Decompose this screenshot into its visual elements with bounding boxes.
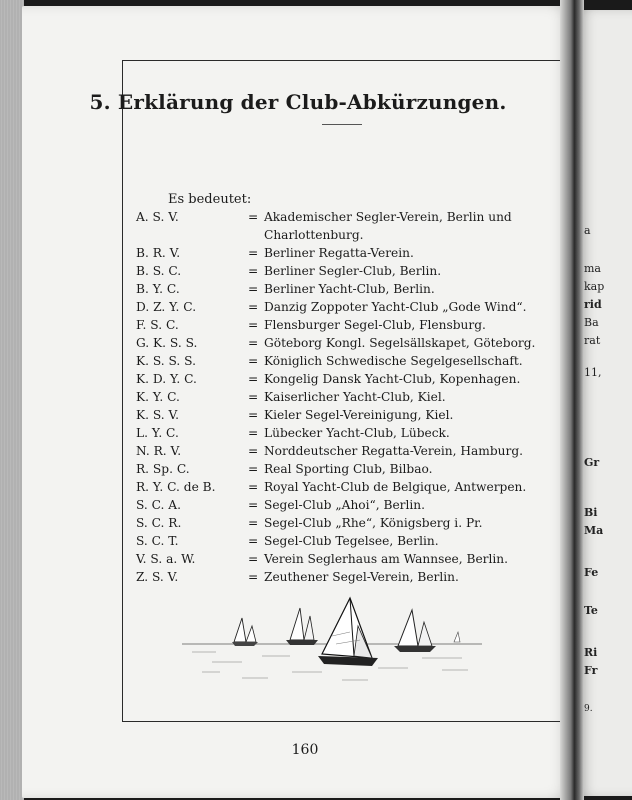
right-page-fragment: rat — [584, 334, 601, 347]
intro-text: Es bedeutet: — [168, 192, 252, 207]
abbreviation: D. Z. Y. C. — [136, 300, 197, 314]
club-name: Göteborg Kongl. Segelsällskapet, Göteborg. — [264, 336, 536, 350]
abbreviation: K. S. V. — [136, 408, 180, 422]
right-page-fragment: Ba — [584, 316, 599, 329]
abbreviation: K. D. Y. C. — [136, 372, 197, 386]
equals-sign: = — [248, 336, 259, 350]
page-title: 5. Erklärung der Club-Abkürzungen. — [89, 90, 507, 114]
list-item — [136, 478, 556, 496]
abbreviation: L. Y. C. — [136, 426, 179, 440]
club-name: Royal Yacht-Club de Belgique, Antwerpen. — [264, 480, 527, 494]
abbreviation: G. K. S. S. — [136, 336, 198, 350]
list-item — [136, 298, 556, 316]
equals-sign: = — [248, 408, 259, 422]
equals-sign: = — [248, 210, 259, 224]
right-page-fragment: Ma — [584, 524, 604, 537]
equals-sign: = — [248, 570, 259, 584]
club-name: Zeuthener Segel-Verein, Berlin. — [264, 570, 459, 584]
club-name: Segel-Club „Ahoi“, Berlin. — [264, 498, 426, 512]
list-item — [136, 280, 556, 298]
club-name: Kaiserlicher Yacht-Club, Kiel. — [264, 390, 446, 404]
club-name: Verein Seglerhaus am Wannsee, Berlin. — [264, 552, 509, 566]
right-page-fragment: ma — [584, 262, 601, 275]
list-item — [136, 442, 556, 460]
list-item — [136, 262, 556, 280]
list-item — [136, 406, 556, 424]
club-name: Flensburger Segel-Club, Flensburg. — [264, 318, 486, 332]
list-item — [136, 244, 556, 262]
list-item — [136, 532, 556, 550]
abbreviation: Z. S. V. — [136, 570, 179, 584]
right-page-fragment: Bi — [584, 506, 598, 519]
right-page-fragment: 9. — [584, 704, 593, 714]
right-page-fragment: Ri — [584, 646, 598, 659]
list-item — [136, 550, 556, 568]
abbreviation: B. Y. C. — [136, 282, 180, 296]
list-item — [136, 568, 556, 586]
club-name: Berliner Yacht-Club, Berlin. — [264, 282, 435, 296]
list-item — [136, 334, 556, 352]
list-item — [136, 388, 556, 406]
right-page-fragment: Te — [584, 604, 598, 617]
club-name: Kongelig Dansk Yacht-Club, Kopenhagen. — [264, 372, 521, 386]
list-item — [136, 514, 556, 532]
club-name: Berliner Regatta-Verein. — [264, 246, 414, 260]
list-item — [136, 352, 556, 370]
abbreviation: V. S. a. W. — [136, 552, 196, 566]
right-page — [578, 10, 632, 796]
right-page-fragment: a — [584, 224, 591, 237]
equals-sign: = — [248, 480, 259, 494]
equals-sign: = — [248, 534, 259, 548]
equals-sign: = — [248, 462, 259, 476]
equals-sign: = — [248, 426, 259, 440]
club-name: Königlich Schwedische Segelgesellschaft. — [264, 354, 523, 368]
left-page — [22, 6, 574, 798]
abbreviation: B. R. V. — [136, 246, 181, 260]
abbreviation: R. Sp. C. — [136, 462, 190, 476]
abbreviation: B. S. C. — [136, 264, 182, 278]
equals-sign: = — [248, 372, 259, 386]
equals-sign: = — [248, 552, 259, 566]
right-page-fragment: 11, — [584, 366, 602, 379]
abbreviation-list — [136, 208, 556, 586]
abbreviation: S. C. T. — [136, 534, 179, 548]
right-page-fragment: Fe — [584, 566, 599, 579]
equals-sign: = — [248, 282, 259, 296]
sailboats-illustration — [172, 596, 492, 696]
abbreviation: S. C. R. — [136, 516, 182, 530]
equals-sign: = — [248, 300, 259, 314]
list-item — [136, 316, 556, 334]
club-name: Akademischer Segler-Verein, Berlin und Charlottenburg. — [264, 210, 512, 242]
equals-sign: = — [248, 444, 259, 458]
list-item — [136, 460, 556, 478]
abbreviation: A. S. V. — [136, 210, 179, 224]
abbreviation: K. Y. C. — [136, 390, 180, 404]
book-gutter — [560, 0, 584, 800]
abbreviation: R. Y. C. de B. — [136, 480, 216, 494]
abbreviation: F. S. C. — [136, 318, 179, 332]
page-content — [122, 60, 562, 720]
abbreviation: K. S. S. S. — [136, 354, 196, 368]
equals-sign: = — [248, 318, 259, 332]
club-name: Lübecker Yacht-Club, Lübeck. — [264, 426, 450, 440]
list-item — [136, 370, 556, 388]
club-name: Segel-Club „Rhe“, Königsberg i. Pr. — [264, 516, 483, 530]
book-page-edges — [0, 0, 24, 800]
equals-sign: = — [248, 498, 259, 512]
club-name: Norddeutscher Regatta-Verein, Hamburg. — [264, 444, 524, 458]
equals-sign: = — [248, 264, 259, 278]
equals-sign: = — [248, 354, 259, 368]
list-item — [136, 424, 556, 442]
page-number: 160 — [291, 742, 319, 758]
equals-sign: = — [248, 246, 259, 260]
equals-sign: = — [248, 516, 259, 530]
equals-sign: = — [248, 390, 259, 404]
abbreviation: N. R. V. — [136, 444, 182, 458]
right-page-fragment: rid — [584, 298, 602, 311]
list-item — [136, 496, 556, 514]
club-name: Segel-Club Tegelsee, Berlin. — [264, 534, 439, 548]
club-name: Kieler Segel-Vereinigung, Kiel. — [264, 408, 454, 422]
abbreviation: S. C. A. — [136, 498, 181, 512]
right-page-fragment: Fr — [584, 664, 598, 677]
club-name: Danzig Zoppoter Yacht-Club „Gode Wind“. — [264, 300, 527, 314]
club-name: Real Sporting Club, Bilbao. — [264, 462, 433, 476]
right-page-fragment: Gr — [584, 456, 600, 469]
right-page-fragment: kap — [584, 280, 605, 293]
list-item — [136, 208, 556, 244]
club-name: Berliner Segler-Club, Berlin. — [264, 264, 442, 278]
